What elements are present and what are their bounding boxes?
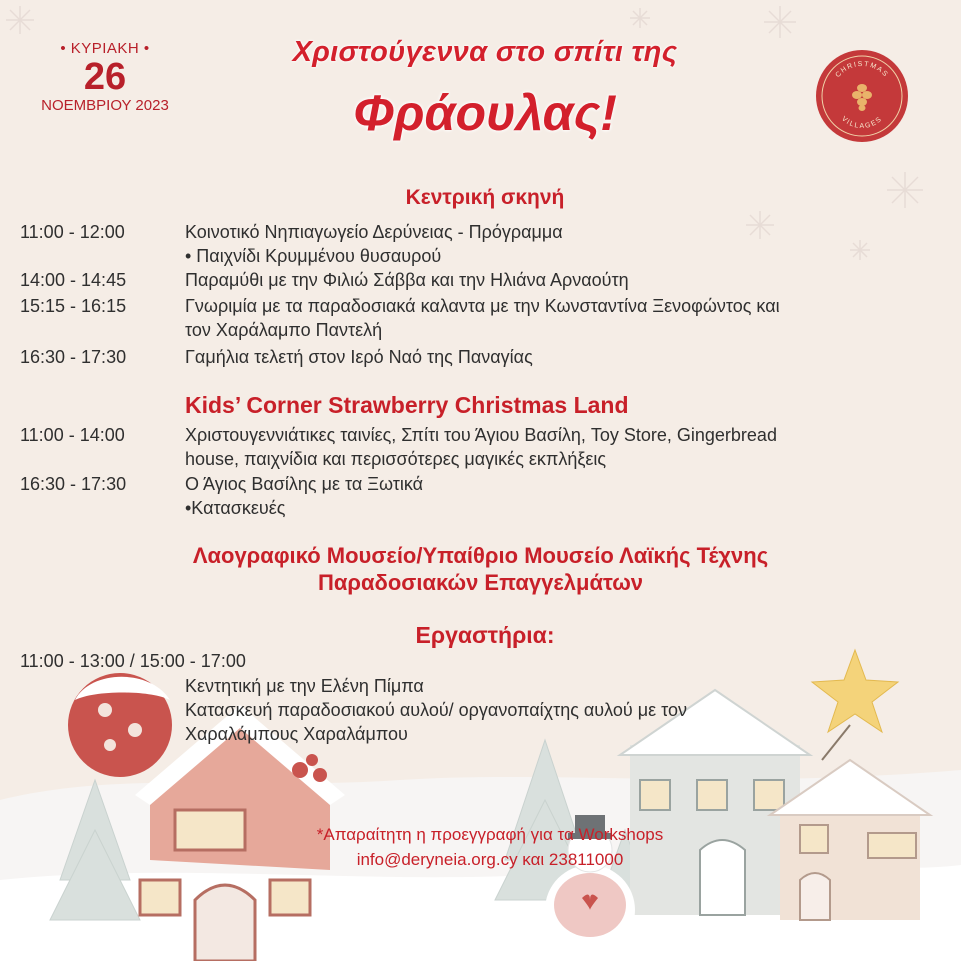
pinecone-icon: [852, 84, 872, 111]
schedule-item: Ο Άγιος Βασίλης με τα Ξωτικά: [185, 474, 424, 494]
section-museum-line2: Παραδοσιακών Επαγγελμάτων: [317, 570, 644, 595]
schedule-item: Γνωριμία με τα παραδοσιακά καλαντα με την Κωνσταντίνα Ξενοφώντος και: [185, 296, 780, 316]
christmas-villages-logo: [816, 50, 908, 142]
schedule-item: Παραμύθι με την Φιλιώ Σάββα και την Ηλιάνα Αρναούτη: [185, 270, 629, 290]
poster-title-line2: Φράουλας!: [353, 85, 617, 141]
registration-note: *Απαραίτητη η προεγγραφή για τα Workshops: [316, 825, 664, 844]
schedule-item: Χαραλάμπους Χαραλάμπου: [185, 724, 408, 744]
logo-bottom-text: VILLAGES: [840, 115, 884, 131]
section-workshops: Εργαστήρια:: [415, 622, 555, 648]
svg-text:VILLAGES: [840, 115, 884, 130]
event-weekday: • ΚΥΡΙΑΚΗ •: [60, 40, 150, 57]
poster-title-line1: Χριστούγεννα στο σπίτι της: [292, 36, 678, 68]
schedule-time: 11:00 - 12:00: [20, 222, 125, 242]
schedule-item: Κατασκευή παραδοσιακού αυλού/ οργανοπαίχτης αυλού με τον: [185, 700, 687, 720]
schedule-item: τον Χαράλαμπο Παντελή: [185, 320, 383, 340]
section-main-stage: Κεντρική σκηνή: [405, 186, 565, 209]
contact-info: info@deryneia.org.cy και 23811000: [356, 850, 624, 869]
schedule-item: Γαμήλια τελετή στον Ιερό Ναό της Παναγίας: [185, 347, 533, 367]
schedule-item: •Κατασκευές: [185, 498, 286, 518]
schedule-item: house, παιχνίδια και περισσότερες μαγικές εκπλήξεις: [185, 449, 607, 469]
event-month-year: ΝΟΕΜΒΡΙΟΥ 2023: [41, 97, 169, 114]
schedule-time: 11:00 - 14:00: [20, 425, 125, 445]
schedule-time: 15:15 - 16:15: [20, 296, 127, 316]
schedule-item: Κοινοτικό Νηπιαγωγείο Δερύνειας - Πρόγραμμα: [185, 222, 563, 242]
schedule-item: Κεντητική με την Ελένη Πίμπα: [185, 676, 424, 696]
schedule-time: 16:30 - 17:30: [20, 474, 127, 494]
schedule-time: 16:30 - 17:30: [20, 347, 127, 367]
section-kids-corner: Kids’ Corner Strawberry Christmas Land: [185, 392, 629, 418]
section-museum-line1: Λαογραφικό Μουσείο/Υπαίθριο Μουσείο Λαϊκής Τέχνης: [192, 543, 769, 568]
schedule-time: 14:00 - 14:45: [20, 270, 127, 290]
schedule-time: 11:00 - 13:00 / 15:00 - 17:00: [20, 651, 246, 671]
event-date: [30, 40, 180, 114]
logo-top-text: CHRISTMAS: [834, 60, 890, 79]
svg-text:CHRISTMAS: [834, 61, 889, 79]
schedule-item: Χριστουγεννιάτικες ταινίες, Σπίτι του Άγιου Βασίλη, Toy Store, Gingerbread: [185, 425, 777, 445]
schedule-item: • Παιχνίδι Κρυμμένου θυσαυρού: [185, 246, 442, 266]
event-day-number: 26: [83, 56, 127, 98]
